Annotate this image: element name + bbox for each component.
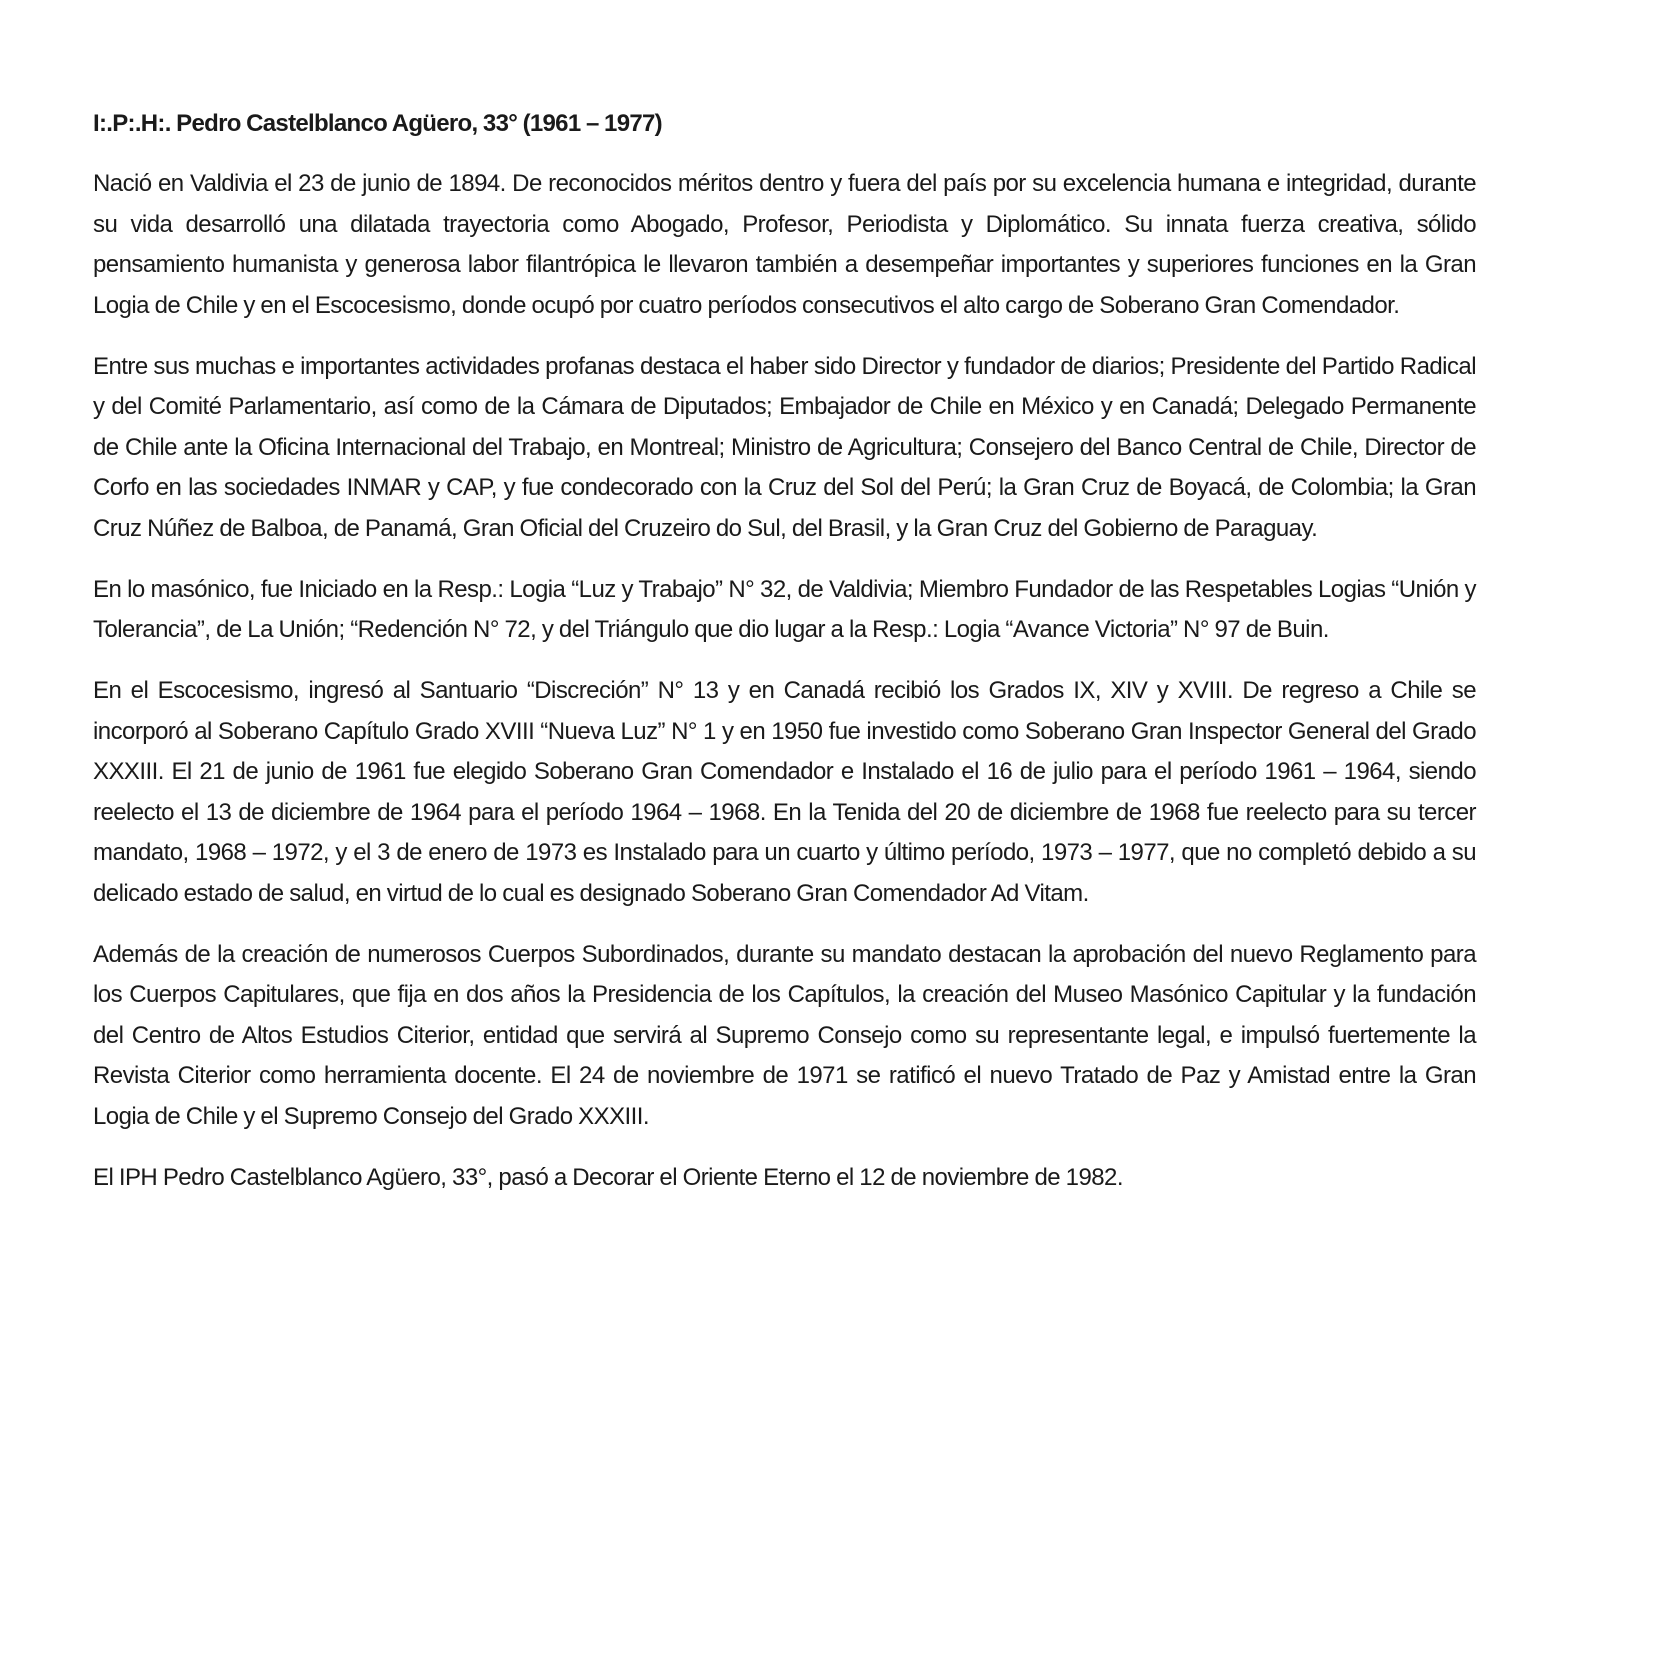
paragraph-profane-activities: Entre sus muchas e importantes actividades profanas destaca el haber sido Director y fundador de diarios; Presidente del Partido Radical y del Comité Parlamentario, así como de la Cámara de Diputados; Embajador de Chile en México y en Canadá; Delegado Permanente de Chile ante la Oficina Internacional del Trabajo, en Montreal; Ministro de Agricultura; Consejero del Banco Central de Chile, Director de Corfo en las sociedades INMAR y CAP, y fue condecorado con la Cruz del Sol del Perú; la Gran Cruz de Boyacá, de Colombia; la Gran Cruz Núñez de Balboa, de Panamá, Gran Oficial del Cruzeiro do Sul, del Brasil, y la Gran Cruz del Gobierno de Paraguay.	[93, 352, 1476, 542]
paragraph-birth-and-career: Nació en Valdivia el 23 de junio de 1894. De reconocidos méritos dentro y fuera del país por su excelencia humana e integridad, durante su vida desarrolló una dilatada trayectoria como Abogado, Profesor, Periodista y Diplomático. Su innata fuerza creativa, sólido pensamiento humanista y generosa labor filantrópica le llevaron también a desempeñar importantes y superiores funciones en la Gran Logia de Chile y en el Escocesismo, donde ocupó por cuatro períodos consecutivos el alto cargo de Soberano Gran Comendador.	[93, 170, 1476, 319]
paragraph-achievements: Además de la creación de numerosos Cuerpos Subordinados, durante su mandato destacan la aprobación del nuevo Reglamento para los Cuerpos Capitulares, que fija en dos años la Presidencia de los Capítulos, la creación del Museo Masónico Capitular y la fundación del Centro de Altos Estudios Citerior, entidad que servirá al Supremo Consejo como su representante legal, e impulsó fuertemente la Revista Citerior como herramienta docente. El 24 de noviembre de 1971 se ratificó el nuevo Tratado de Paz y Amistad entre la Gran Logia de Chile y el Supremo Consejo del Grado XXXIII.	[93, 940, 1476, 1130]
document-page	[93, 104, 1476, 1219]
paragraph-masonic-history: En lo masónico, fue Iniciado en la Resp.: Logia “Luz y Trabajo” N° 32, de Valdivia; Miembro Fundador de las Respetables Logias “Unión y Tolerancia”, de La Unión; “Redención N° 72, y del Triángulo que dio lugar a la Resp.: Logia “Avance Victoria” N° 97 de Buin.	[93, 575, 1476, 643]
paragraph-death: El IPH Pedro Castelblanco Agüero, 33°, pasó a Decorar el Oriente Eterno el 12 de noviembre de 1982.	[93, 1163, 1123, 1191]
document-title: I:.P:.H:. Pedro Castelblanco Agüero, 33° (1961 – 1977)	[93, 110, 662, 137]
paragraph-scottish-rite: En el Escocesismo, ingresó al Santuario “Discreción” N° 13 y en Canadá recibió los Grados IX, XIV y XVIII. De regreso a Chile se incorporó al Soberano Capítulo Grado XVIII “Nueva Luz” N° 1 y en 1950 fue investido como Soberano Gran Inspector General del Grado XXXIII. El 21 de junio de 1961 fue elegido Soberano Gran Comendador e Instalado el 16 de julio para el período 1961 – 1964, siendo reelecto el 13 de diciembre de 1964 para el período 1964 – 1968. En la Tenida del 20 de diciembre de 1968 fue reelecto para su tercer mandato, 1968 – 1972, y el 3 de enero de 1973 es Instalado para un cuarto y último período, 1973 – 1977, que no completó debido a su delicado estado de salud, en virtud de lo cual es designado Soberano Gran Comendador Ad Vitam.	[93, 677, 1476, 907]
